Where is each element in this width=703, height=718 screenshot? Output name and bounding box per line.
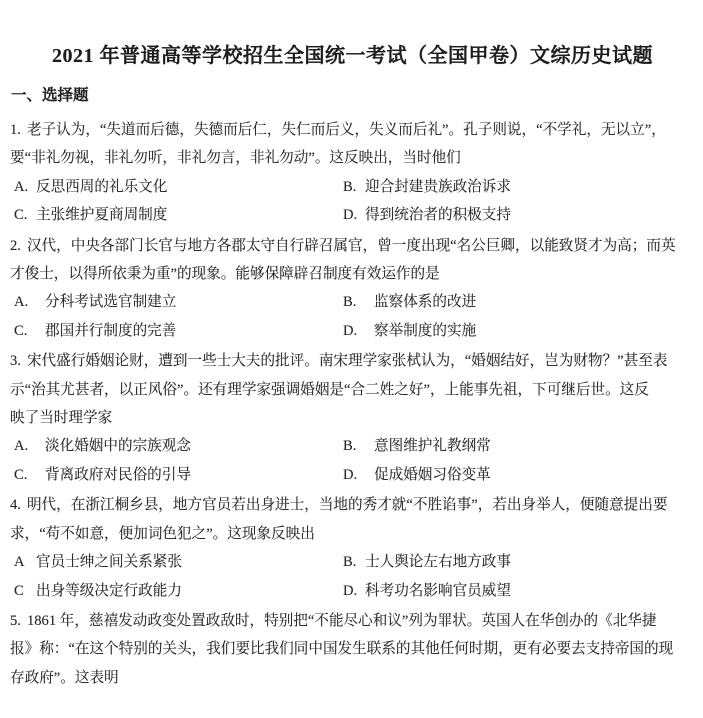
- question-4-option-a: [14, 548, 343, 576]
- question-3: [10, 347, 695, 489]
- option-text: 监察体系的改进: [374, 294, 477, 311]
- option-letter: C.: [14, 322, 28, 339]
- question-2-option-d: [343, 317, 695, 345]
- option-text: 郡国并行制度的完善: [45, 322, 177, 339]
- option-letter: B.: [343, 294, 357, 311]
- question-4-option-d: [343, 577, 695, 605]
- option-letter: C.: [14, 207, 28, 224]
- question-4-option-c: [14, 577, 343, 605]
- question-1-stem-line-1: [10, 116, 695, 144]
- question-1-options: [10, 173, 695, 230]
- question-4-stem-line-2: 求，“苟不如意，便加词色犯之”。这现象反映出: [10, 525, 315, 542]
- exam-document-page: [0, 45, 703, 718]
- question-3-stem-line-1: [10, 347, 695, 375]
- option-text: 促成婚姻习俗变革: [374, 466, 491, 483]
- question-number: 3.: [10, 353, 21, 370]
- question-4-option-b: [343, 548, 695, 576]
- stem-text: 宋代盛行婚姻论财，遭到一些士大夫的批评。南宋理学家张栻认为，“婚姻结好，岂为财物？”甚至表: [26, 353, 668, 370]
- option-letter: D.: [343, 466, 358, 483]
- question-3-option-c: [14, 461, 343, 489]
- question-list: [10, 116, 695, 692]
- option-text: 分科考试选官制建立: [45, 294, 177, 311]
- question-4: [10, 491, 695, 605]
- question-5-stem-line-1: [10, 607, 695, 635]
- option-text: 意图维护礼教纲常: [374, 438, 491, 455]
- stem-text: 1861 年，慈禧发动政变处置政敌时，特别把“不能尽心和议”列为罪状。英国人在华创办的《北华捷: [26, 612, 657, 629]
- option-letter: B.: [343, 554, 357, 571]
- question-2-option-c: [14, 317, 343, 345]
- question-3-options: [10, 432, 695, 489]
- question-2: [10, 232, 695, 346]
- question-3-stem-line-2: 示“治其尤甚者，以正风俗”。还有理学家强调婚姻是“合二姓之好”，上能事先祖，下可继后世。这反: [10, 381, 649, 398]
- option-text: 士人舆论左右地方政事: [365, 554, 511, 571]
- question-number: 1.: [10, 122, 21, 138]
- question-number: 2.: [10, 237, 21, 254]
- stem-text: 老子认为，“失道而后德，失德而后仁，失仁而后义，失义而后礼”。孔子则说，“不学礼，无以立”，: [26, 122, 666, 138]
- option-text: 官员士绅之间关系紧张: [36, 554, 182, 571]
- option-letter: D.: [343, 207, 358, 224]
- section-heading: 一、选择题: [11, 87, 89, 104]
- question-1: [10, 116, 695, 230]
- question-2-option-a: [14, 288, 343, 316]
- option-text: 淡化婚姻中的宗族观念: [45, 438, 191, 455]
- option-text: 察举制度的实施: [374, 322, 477, 339]
- question-number: 4.: [10, 497, 21, 514]
- question-2-option-b: [343, 288, 695, 316]
- option-text: 反思西周的礼乐文化: [36, 178, 168, 195]
- question-1-stem-line-2: 要“非礼勿视，非礼勿听，非礼勿言，非礼勿动”。这反映出，当时他们: [10, 150, 461, 167]
- option-text: 得到统治者的积极支持: [365, 207, 511, 224]
- question-1-option-c: [14, 201, 343, 229]
- option-letter: A: [14, 554, 25, 571]
- option-text: 科考功名影响官员威望: [365, 582, 511, 599]
- option-text: 迎合封建贵族政治诉求: [365, 178, 511, 195]
- option-letter: A.: [14, 294, 29, 311]
- option-letter: C.: [14, 466, 28, 483]
- question-1-option-a: [14, 173, 343, 201]
- question-1-option-b: [343, 173, 695, 201]
- question-3-option-d: [343, 461, 695, 489]
- question-4-options: [10, 548, 695, 605]
- question-5: [10, 607, 695, 692]
- option-text: 背离政府对民俗的引导: [45, 466, 191, 483]
- page-title: 2021 年普通高等学校招生全国统一考试（全国甲卷）文综历史试题: [52, 45, 653, 67]
- question-3-option-a: [14, 432, 343, 460]
- question-2-stem-line-1: [10, 232, 695, 260]
- option-letter: A.: [14, 178, 29, 195]
- stem-text: 汉代，中央各部门长官与地方各郡太守自行辟召属官，曾一度出现“名公巨卿，以能致贤才为高；而英: [26, 237, 676, 254]
- question-1-option-d: [343, 201, 695, 229]
- option-letter: D.: [343, 582, 358, 599]
- option-text: 主张维护夏商周制度: [36, 207, 168, 224]
- option-letter: A.: [14, 438, 29, 455]
- option-letter: B.: [343, 178, 357, 195]
- question-3-option-b: [343, 432, 695, 460]
- question-4-stem-line-1: [10, 491, 695, 519]
- question-3-stem-line-3: 映了当时理学家: [10, 410, 113, 427]
- option-letter: C: [14, 582, 24, 599]
- question-5-stem-line-3: 存政府”。这表明: [10, 669, 119, 686]
- question-2-stem-line-2: 才俊士，以得所依秉为重”的现象。能够保障辟召制度有效运作的是: [10, 266, 440, 283]
- question-5-stem-line-2: 报》称：“在这个特别的关头，我们要比我们同中国发生联系的其他任何时期，更有必要去支持帝国的现: [10, 641, 674, 658]
- question-2-options: [10, 288, 695, 345]
- question-number: 5.: [10, 612, 21, 629]
- option-text: 出身等级决定行政能力: [36, 582, 182, 599]
- option-letter: B.: [343, 438, 357, 455]
- stem-text: 明代，在浙江桐乡县，地方官员若出身进士，当地的秀才就“不胜谄事”，若出身举人，便随意提出要: [26, 497, 668, 514]
- option-letter: D.: [343, 322, 358, 339]
